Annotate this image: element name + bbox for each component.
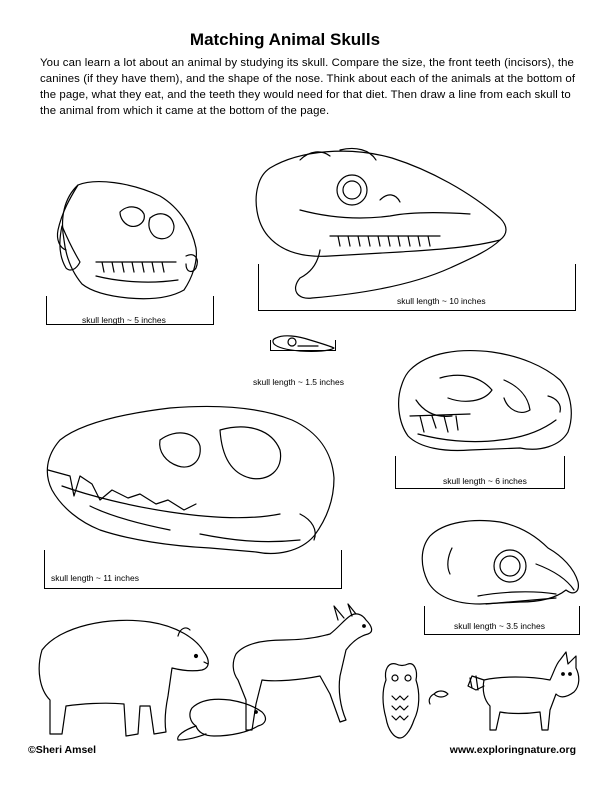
skull-length-caption: skull length ~ 5 inches xyxy=(82,315,166,325)
copyright-text: ©Sheri Amsel xyxy=(28,744,97,756)
skull-length-caption: skull length ~ 1.5 inches xyxy=(253,377,344,387)
bobcat-skull-illustration xyxy=(399,351,572,451)
deer-illustration xyxy=(233,604,371,730)
skull-length-caption: skull length ~ 10 inches xyxy=(397,296,486,306)
website-text: www.exploringnature.org xyxy=(449,744,576,756)
skull-length-caption: skull length ~ 6 inches xyxy=(443,476,527,486)
owl-illustration xyxy=(383,664,419,738)
beaver-skull-illustration xyxy=(57,182,197,299)
mouse-illustration xyxy=(429,691,448,704)
page-title: Matching Animal Skulls xyxy=(189,30,381,49)
bear-skull-illustration xyxy=(47,407,334,554)
bear-illustration xyxy=(39,620,208,736)
skull-measure-bracket xyxy=(270,340,336,351)
beaver-illustration xyxy=(178,699,266,740)
bobcat-illustration xyxy=(468,652,579,730)
owl-skull-illustration xyxy=(422,521,578,604)
skull-length-caption: skull length ~ 3.5 inches xyxy=(454,621,545,631)
skull-measure-bracket xyxy=(44,550,342,589)
skull-length-caption: skull length ~ 11 inches xyxy=(51,573,139,583)
instructions-paragraph: You can learn a lot about an animal by studying its skull. Compare the size, the front teeth (incisors), the canines (if they have them), and the shape of the nose. Think about each of the animals at the bottom of the page, what they eat, and the teeth they would need for that diet. Then draw a line from each skull to the animal from which it came at the bottom of the page. xyxy=(40,57,576,117)
